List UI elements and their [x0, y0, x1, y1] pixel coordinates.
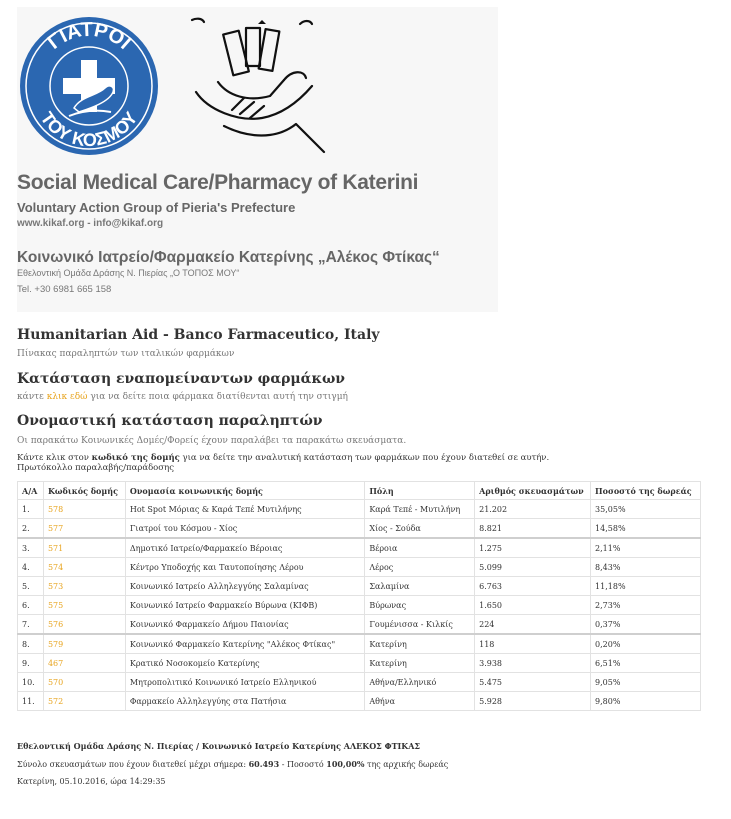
table-row — [18, 519, 701, 539]
city: Βύρωνας — [365, 596, 475, 615]
total-suffix: της αρχικής δωρεάς — [364, 760, 449, 769]
table-row — [18, 673, 701, 692]
item-count: 21.202 — [475, 500, 591, 519]
total-value: 60.493 — [248, 759, 280, 769]
table-row — [18, 538, 701, 558]
logo-bottom-text: ΤΟΥ ΚΟΣΜΟΥ — [36, 108, 142, 151]
org-subtitle-greek: Εθελοντική Ομάδα Δράσης Ν. Πιερίας „Ο ΤΟΠΟΣ ΜΟΥ“ — [17, 268, 240, 278]
total-mid: - Ποσοστό — [279, 760, 327, 769]
remaining-click-here-link[interactable]: κλικ εδώ — [46, 392, 88, 402]
structure-code-link[interactable]: 571 — [43, 538, 125, 558]
donation-percent: 0,20% — [591, 634, 701, 654]
structure-code-link[interactable]: 573 — [43, 577, 125, 596]
item-count: 1.650 — [475, 596, 591, 615]
city: Καρά Τεπέ - Μυτιλήνη — [365, 500, 475, 519]
table-row — [18, 634, 701, 654]
item-count: 5.928 — [475, 692, 591, 711]
donation-percent: 11,18% — [591, 577, 701, 596]
note-bold: κωδικό της δομής — [91, 453, 180, 463]
org-title-english: Social Medical Care/Pharmacy of Katerini — [17, 171, 419, 194]
item-count: 118 — [475, 634, 591, 654]
row-index: 5. — [18, 577, 44, 596]
item-count: 5.099 — [475, 558, 591, 577]
table-row — [18, 654, 701, 673]
donation-percent: 9,05% — [591, 673, 701, 692]
donation-percent: 8,43% — [591, 558, 701, 577]
total-prefix: Σύνολο σκευασμάτων που έχουν διατεθεί μέχρι σήμερα: — [17, 760, 249, 769]
structure-name: Κρατικό Νοσοκομείο Κατερίνης — [125, 654, 364, 673]
remaining-prefix: κάντε — [17, 392, 47, 402]
donation-percent: 9,80% — [591, 692, 701, 711]
row-index: 6. — [18, 596, 44, 615]
donation-percent: 6,51% — [591, 654, 701, 673]
note-prefix: Κάντε κλικ στον — [17, 453, 92, 463]
donation-percent: 2,73% — [591, 596, 701, 615]
header-cell: Ποσοστό της δωρεάς — [591, 482, 701, 500]
total-percent: 100,00% — [326, 759, 365, 769]
city: Λέρος — [365, 558, 475, 577]
recipients-subtitle: Οι παρακάτω Κοινωνικές Δομές/Φορείς έχουν παραλάβει τα παρακάτω σκευάσματα. — [17, 436, 407, 446]
donation-percent: 2,11% — [591, 538, 701, 558]
structure-code-link[interactable]: 575 — [43, 596, 125, 615]
row-index: 8. — [18, 634, 44, 654]
hands-holding-medicine-icon — [188, 14, 330, 156]
header-cell: Ονομασία κοινωνικής δομής — [125, 482, 364, 500]
aid-subtitle: Πίνακας παραληπτών των ιταλικών φαρμάκων — [17, 349, 235, 359]
footer-date: Κατερίνη, 05.10.2016, ώρα 14:29:35 — [17, 777, 166, 786]
structure-code-link[interactable]: 570 — [43, 673, 125, 692]
table-row — [18, 500, 701, 519]
remaining-suffix: για να δείτε ποια φάρμακα διατίθενται αυτή την στιγμή — [87, 392, 348, 402]
doctors-of-the-world-logo-icon — [19, 16, 159, 156]
remaining-text — [17, 392, 348, 402]
footer-total — [17, 759, 448, 769]
structure-name: Hot Spot Μόριας & Καρά Τεπέ Μυτιλήνης — [125, 500, 364, 519]
structure-name: Κοινωνικό Ιατρείο Φαρμακείο Βύρωνα (ΚΙΦΒ) — [125, 596, 364, 615]
donation-percent: 14,58% — [591, 519, 701, 539]
donation-percent: 35,05% — [591, 500, 701, 519]
structure-code-link[interactable]: 578 — [43, 500, 125, 519]
header-cell: Α/Α — [18, 482, 44, 500]
header-cell: Κωδικός δομής — [43, 482, 125, 500]
protocol-link[interactable]: Πρωτόκολλο παραλαβής/παράδοσης — [17, 463, 174, 473]
structure-name: Δημοτικό Ιατρείο/Φαρμακείο Βέροιας — [125, 538, 364, 558]
item-count: 5.475 — [475, 673, 591, 692]
table-row — [18, 596, 701, 615]
logo-top-text: ΓΙΑΤΡΟΙ — [43, 18, 136, 54]
structure-code-link[interactable]: 467 — [43, 654, 125, 673]
table-header-row — [18, 482, 701, 500]
structure-name: Γιατροί του Κόσμου - Χίος — [125, 519, 364, 539]
structure-code-link[interactable]: 577 — [43, 519, 125, 539]
city: Αθήνα — [365, 692, 475, 711]
table-row — [18, 558, 701, 577]
structure-code-link[interactable]: 579 — [43, 634, 125, 654]
structure-name: Μητροπολιτικό Κοινωνικό Ιατρείο Ελληνικού — [125, 673, 364, 692]
city: Γουμένισσα - Κιλκίς — [365, 615, 475, 635]
structure-code-link[interactable]: 572 — [43, 692, 125, 711]
table-row — [18, 615, 701, 635]
table-row — [18, 692, 701, 711]
structure-name: Κέντρο Υποδοχής και Ταυτοποίησης Λέρου — [125, 558, 364, 577]
row-index: 9. — [18, 654, 44, 673]
structure-code-link[interactable]: 574 — [43, 558, 125, 577]
org-telephone: Tel. +30 6981 665 158 — [17, 284, 112, 295]
org-website-email[interactable]: www.kikaf.org - info@kikaf.org — [17, 218, 164, 229]
structure-name: Φαρμακείο Αλληλεγγύης στα Πατήσια — [125, 692, 364, 711]
org-subtitle-english: Voluntary Action Group of Pieria's Prefecture — [17, 200, 296, 215]
city: Κατερίνη — [365, 634, 475, 654]
structure-name: Κοινωνικό Φαρμακείο Δήμου Παιονίας — [125, 615, 364, 635]
city: Χίος - Σούδα — [365, 519, 475, 539]
row-index: 3. — [18, 538, 44, 558]
item-count: 3.938 — [475, 654, 591, 673]
row-index: 11. — [18, 692, 44, 711]
structure-name: Κοινωνικό Φαρμακείο Κατερίνης "Αλέκος Φτίκας" — [125, 634, 364, 654]
row-index: 7. — [18, 615, 44, 635]
donation-percent: 0,37% — [591, 615, 701, 635]
item-count: 6.763 — [475, 577, 591, 596]
city: Σαλαμίνα — [365, 577, 475, 596]
aid-title: Humanitarian Aid - Banco Farmaceutico, Italy — [17, 327, 380, 343]
item-count: 224 — [475, 615, 591, 635]
item-count: 1.275 — [475, 538, 591, 558]
header-cell: Πόλη — [365, 482, 475, 500]
row-index: 4. — [18, 558, 44, 577]
recipients-table — [17, 481, 701, 711]
city: Βέροια — [365, 538, 475, 558]
row-index: 10. — [18, 673, 44, 692]
city: Αθήνα/Ελληνικό — [365, 673, 475, 692]
org-title-greek: Κοινωνικό Ιατρείο/Φαρμακείο Κατερίνης „Αλέκος Φτίκας“ — [17, 249, 440, 266]
item-count: 8.821 — [475, 519, 591, 539]
remaining-title: Κατάσταση εναπομείναντων φαρμάκων — [17, 371, 345, 387]
row-index: 2. — [18, 519, 44, 539]
row-index: 1. — [18, 500, 44, 519]
note-suffix: για να δείτε την αναλυτική κατάσταση των φαρμάκων που έχουν διατεθεί σε αυτήν. — [179, 453, 550, 463]
footer-org: Εθελοντική Ομάδα Δράσης Ν. Πιερίας / Κοινωνικό Ιατρείο Κατερίνης ΑΛΕΚΟΣ ΦΤΙΚΑΣ — [17, 741, 421, 751]
city: Κατερίνη — [365, 654, 475, 673]
recipients-note — [17, 453, 549, 463]
structure-code-link[interactable]: 576 — [43, 615, 125, 635]
structure-name: Κοινωνικό Ιατρείο Αλληλεγγύης Σαλαμίνας — [125, 577, 364, 596]
table-row — [18, 577, 701, 596]
recipients-title: Ονομαστική κατάσταση παραληπτών — [17, 413, 323, 429]
header-cell: Αριθμός σκευασμάτων — [475, 482, 591, 500]
